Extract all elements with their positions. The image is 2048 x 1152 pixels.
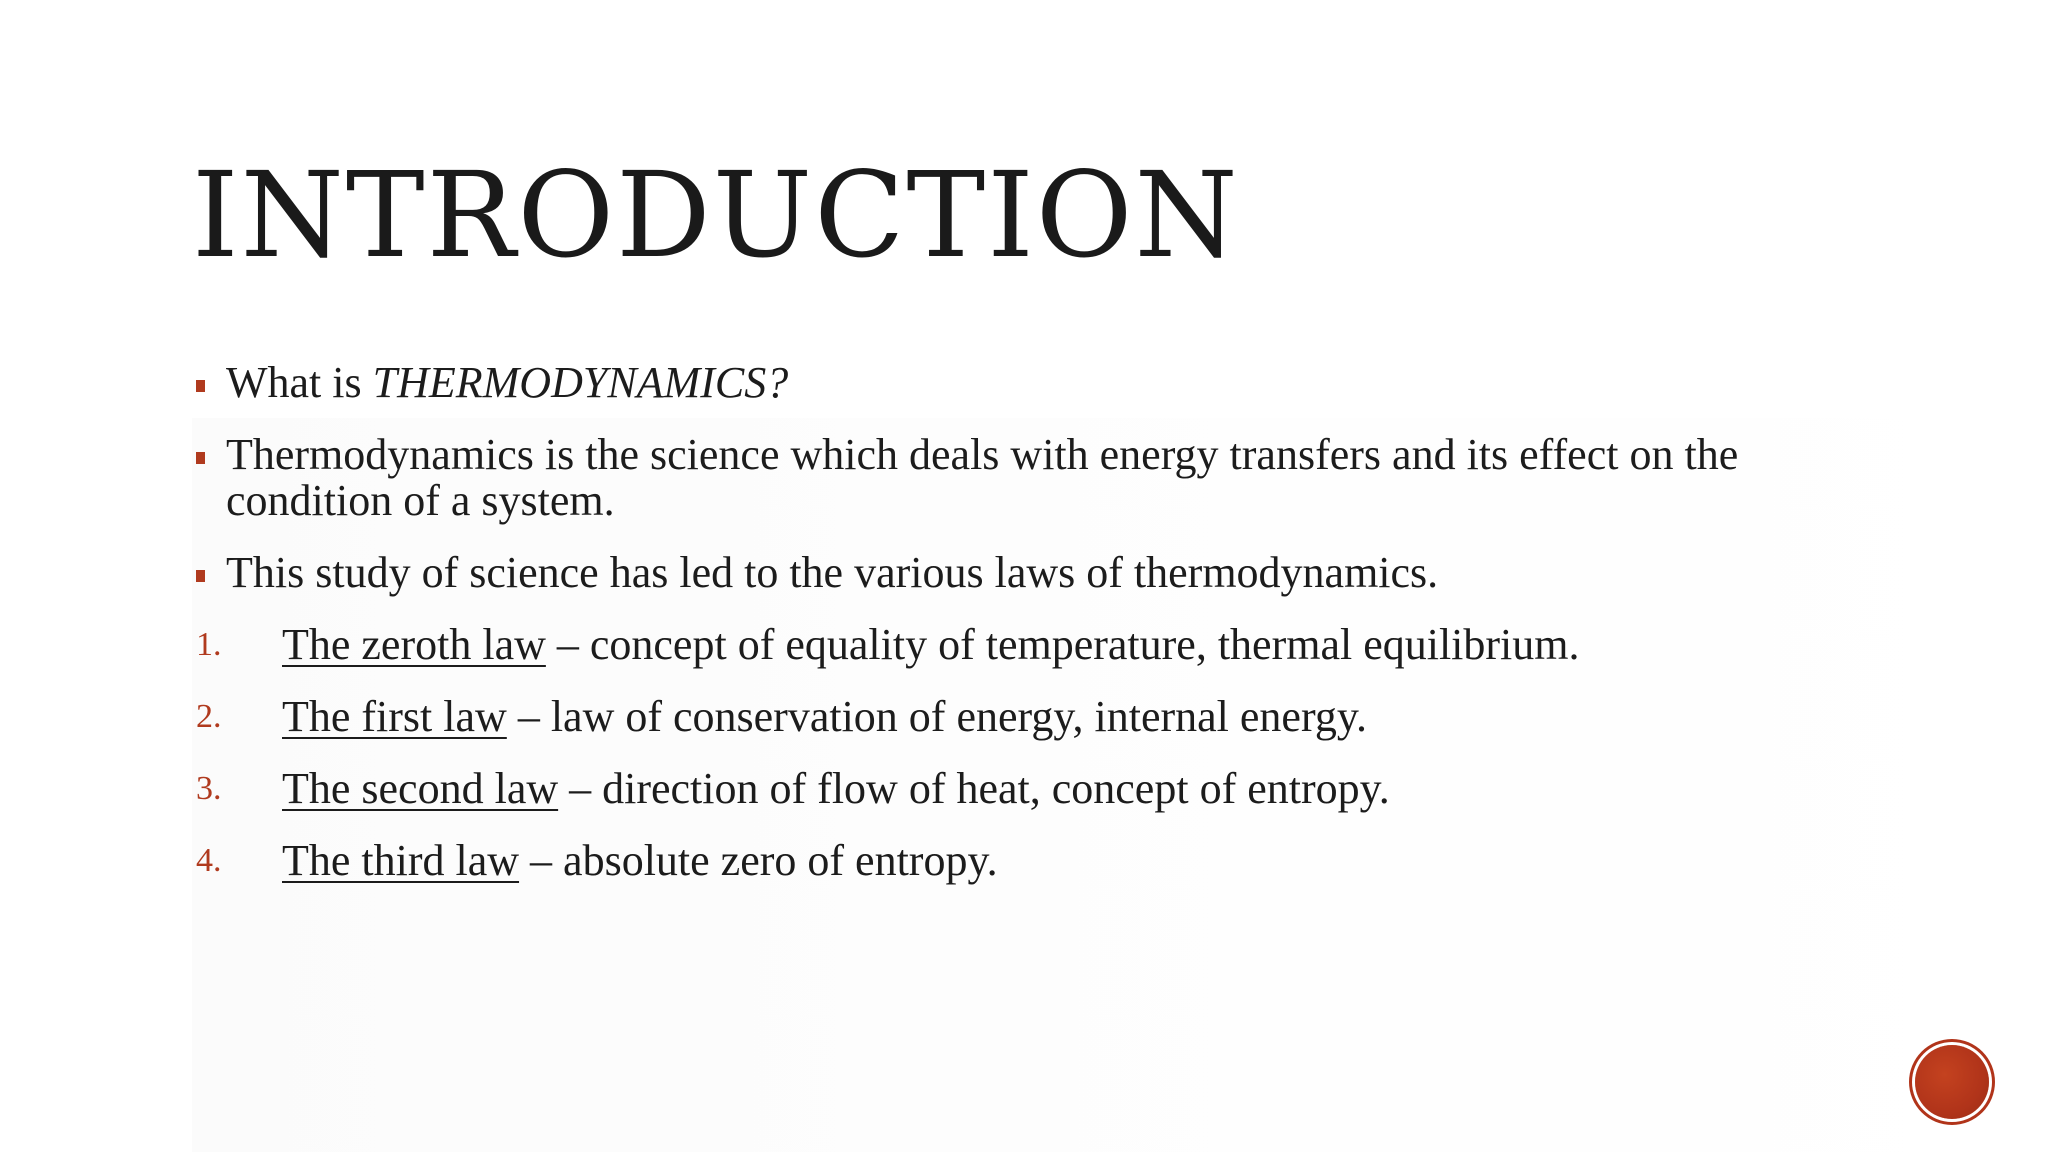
law-number: 4.: [196, 842, 222, 879]
law-name: The first law: [282, 692, 507, 741]
bullet-text: This study of science has led to the various laws of thermodynamics.: [226, 548, 1439, 597]
bullet-text-prefix: What is: [226, 358, 373, 407]
square-bullet-icon: [196, 380, 205, 392]
slide-title: INTRODUCTION: [192, 146, 1240, 284]
law-number: 3.: [196, 770, 222, 807]
square-bullet-icon: [196, 570, 205, 582]
law-number: 2.: [196, 698, 222, 735]
law-number: 1.: [196, 626, 222, 663]
bullet-list: [196, 360, 1876, 884]
bullet-text-emphasis: THERMODYNAMICS?: [372, 358, 789, 407]
bullet-item: [196, 550, 1876, 596]
law-item: [196, 694, 1876, 740]
bullet-text: Thermodynamics is the science which deals with energy transfers and its effect on the condition of a system.: [226, 430, 1739, 525]
square-bullet-icon: [196, 452, 205, 464]
bullet-item: [196, 360, 1876, 406]
law-description: – concept of equality of temperature, thermal equilibrium.: [545, 620, 1580, 669]
law-name: The second law: [282, 764, 559, 813]
circle-badge-icon: [1915, 1045, 1989, 1119]
law-item: [196, 838, 1876, 884]
law-name: The zeroth law: [282, 620, 546, 669]
law-name: The third law: [282, 836, 520, 885]
law-item: [196, 622, 1876, 668]
law-description: – absolute zero of entropy.: [519, 836, 998, 885]
law-item: [196, 766, 1876, 812]
bullet-item: [196, 432, 1876, 524]
law-description: – law of conservation of energy, internal energy.: [506, 692, 1367, 741]
law-description: – direction of flow of heat, concept of entropy.: [558, 764, 1390, 813]
